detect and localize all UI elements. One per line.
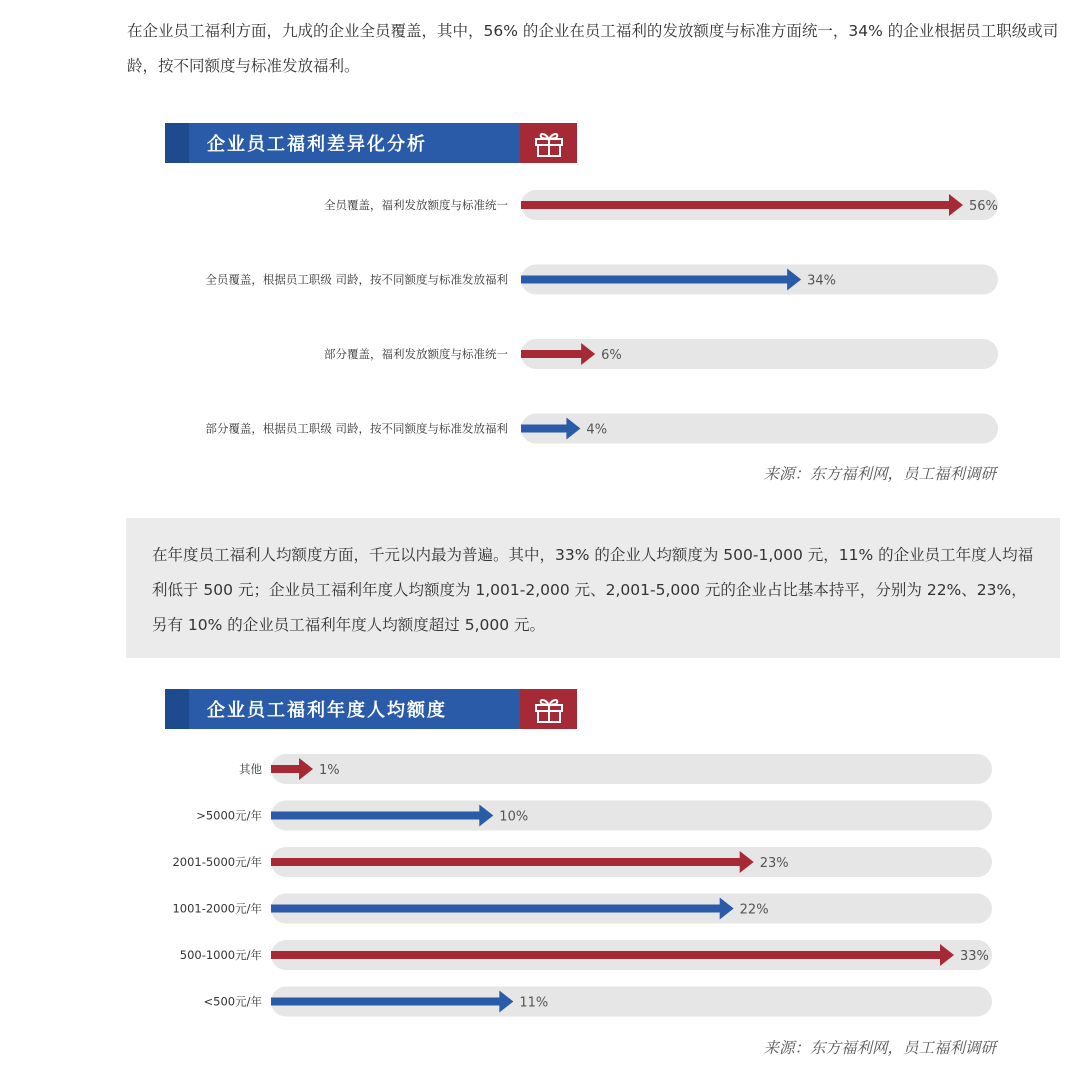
bar-row bbox=[324, 339, 998, 369]
category-label: 部分覆盖，根据员工职级 司龄，按不同额度与标准发放福利 bbox=[205, 421, 508, 436]
value-label: 6% bbox=[601, 348, 622, 363]
value-label: 10% bbox=[499, 809, 529, 825]
banner-stripe bbox=[165, 689, 189, 729]
gift-icon bbox=[520, 123, 577, 163]
chart2-source: 来源：东方福利网，员工福利调研 bbox=[763, 1039, 996, 1057]
value-label: 23% bbox=[759, 856, 789, 871]
chart1-source: 来源：东方福利网，员工福利调研 bbox=[763, 465, 996, 483]
middle-paragraph: 在年度员工福利人均额度方面，千元以内最为普遍。其中，33% 的企业人均额度为 500-1,000 元，11% 的企业员工年度人均福利低于 500 元；企业员工福利年度人均额度为 1,001-2,000 元、2,001-5,000 元的企业占比基本持平，分别为 22%、23%，另有 10% 的企业员工福利年度人均额度超过 5,000 元。 bbox=[152, 546, 1034, 634]
chart2-banner bbox=[165, 689, 577, 729]
value-label: 22% bbox=[739, 902, 769, 918]
value-label: 11% bbox=[519, 995, 549, 1011]
category-label: >5000元/年 bbox=[196, 808, 262, 823]
bar-row bbox=[172, 847, 992, 877]
bar-row bbox=[205, 414, 998, 444]
category-label: 2001-5000元/年 bbox=[172, 855, 262, 869]
category-label: 全员覆盖，福利发放额度与标准统一 bbox=[324, 198, 508, 212]
category-label: 1001-2000元/年 bbox=[172, 901, 262, 916]
bar-row bbox=[324, 190, 998, 220]
bar-row bbox=[172, 894, 992, 924]
category-label: 其他 bbox=[239, 762, 262, 776]
summary-box bbox=[126, 518, 1060, 658]
bar-row bbox=[196, 801, 992, 831]
chart1-banner bbox=[165, 123, 577, 163]
chart2-plot bbox=[0, 748, 1080, 1028]
bar-row bbox=[204, 987, 992, 1017]
chart2-title: 企业员工福利年度人均额度 bbox=[189, 689, 520, 729]
category-label: <500元/年 bbox=[203, 994, 262, 1009]
chart1-title: 企业员工福利差异化分析 bbox=[189, 123, 520, 163]
chart1-plot bbox=[0, 180, 1080, 460]
banner-stripe bbox=[165, 123, 189, 163]
bar-row bbox=[205, 265, 998, 295]
value-label: 56% bbox=[969, 199, 998, 214]
value-label: 4% bbox=[586, 422, 608, 438]
value-label: 34% bbox=[807, 273, 837, 289]
category-label: 部分覆盖，福利发放额度与标准统一 bbox=[324, 347, 508, 361]
bar-row bbox=[239, 754, 992, 784]
bar-row bbox=[180, 940, 992, 970]
intro-paragraph: 在企业员工福利方面，九成的企业全员覆盖，其中，56% 的企业在员工福利的发放额度与标准方面统一，34% 的企业根据员工职级或司龄，按不同额度与标准发放福利。 bbox=[127, 22, 1059, 75]
value-label: 33% bbox=[960, 949, 989, 964]
category-label: 500-1000元/年 bbox=[179, 948, 262, 962]
bar-track bbox=[271, 754, 992, 784]
gift-icon bbox=[520, 689, 577, 729]
category-label: 全员覆盖，根据员工职级 司龄，按不同额度与标准发放福利 bbox=[205, 272, 508, 287]
value-label: 1% bbox=[319, 763, 340, 778]
